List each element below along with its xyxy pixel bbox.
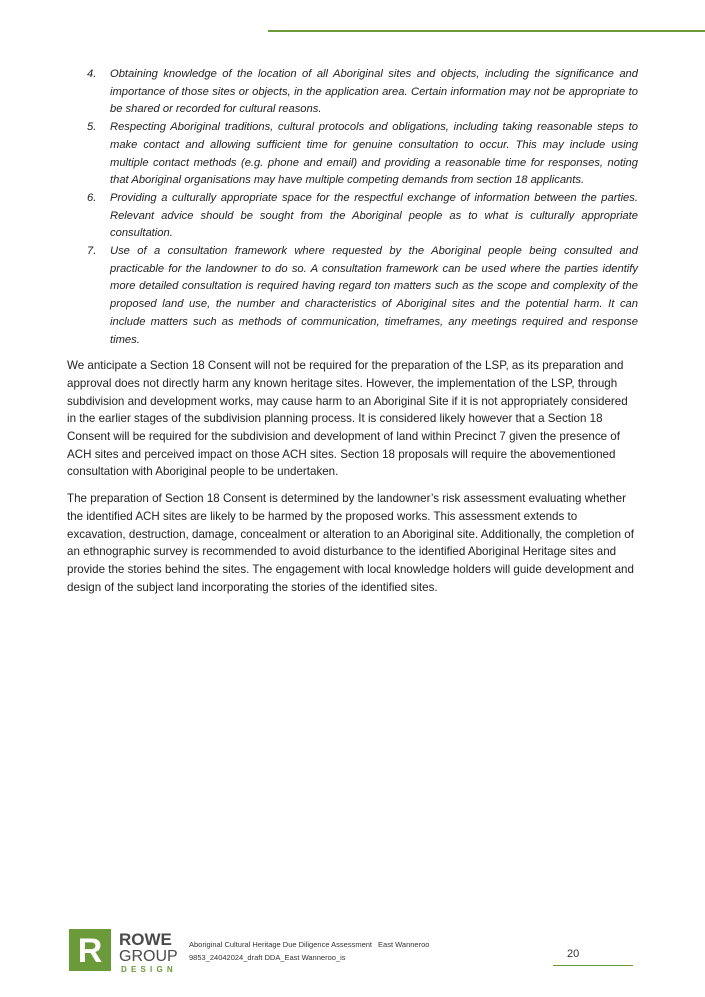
list-text: Respecting Aboriginal traditions, cultural protocols and obligations, including taking reasonable steps to make contact and allowing sufficient time for genuine consultation to occur. This may include using multiple contact methods (e.g. phone and email) and providing a reasonable time for responses, noting that Aboriginal organisations may have multiple competing demands from section 18 applicants. (110, 121, 638, 187)
list-item (67, 66, 638, 119)
page-number-rule (553, 965, 633, 966)
logo-word-design: DESIGN (121, 965, 177, 973)
document-reference: 9853_24042024_draft DDA_East Wanneroo_is (189, 953, 346, 962)
list-number: 5. (87, 121, 97, 134)
page-content (67, 66, 638, 596)
list-text: Obtaining knowledge of the location of all Aboriginal sites and objects, including the significance and importance of those sites or objects, in the application area. Certain information may not be appropriate to be shared or recorded for cultural reasons. (110, 68, 638, 116)
list-item (67, 119, 638, 190)
rowe-group-logo-graphic (69, 929, 184, 973)
list-text: Use of a consultation framework where requested by the Aboriginal people being consulted and practicable for the landowner to do so. A consultation framework can be used where the parties identify more detailed consultation is required having regard ton matters such as the scope and complexity of the proposed land use, the number and characteristics of Aboriginal sites and the potential harm. It can include matters such as methods of communication, timeframes, any meetings required and response times. (110, 245, 638, 346)
report-title: Aboriginal Cultural Heritage Due Diligence Assessment (189, 940, 373, 949)
rowe-group-logo (69, 929, 184, 973)
report-location: East Wanneroo (378, 940, 430, 949)
list-item (67, 243, 638, 349)
logo-letter: R (77, 932, 103, 970)
list-text: Providing a culturally appropriate space for the respectful exchange of information between the parties. Relevant advice should be sought from the Aboriginal people as to what is culturally appropriate consultation. (110, 191, 638, 240)
logo-word-group: GROUP (119, 948, 178, 965)
list-number: 4. (87, 68, 97, 80)
list-number: 6. (87, 191, 97, 204)
logo-word-rowe: ROWE (119, 930, 172, 949)
list-item (67, 190, 638, 243)
footer-info (189, 938, 429, 964)
body-paragraph: The preparation of Section 18 Consent is determined by the landowner’s risk assessment evaluating whether the identified ACH sites are likely to be harmed by the proposed works. This assessment extends to excavation, destruction, damage, concealment or alteration to an Aboriginal site. Additionally, the completion of an ethnographic survey is recommended to avoid disturbance to the identified Aboriginal Heritage sites and provide the stories behind the sites. The engagement with local knowledge holders will guide development and design of the subject land incorporating the stories of the identified sites. (67, 492, 634, 594)
page-number: 20 (567, 948, 580, 960)
header-rule (268, 30, 705, 32)
list-number: 7. (87, 245, 97, 258)
consultation-criteria-list (67, 66, 638, 349)
body-paragraph: We anticipate a Section 18 Consent will not be required for the preparation of the LSP, as its preparation and approval does not directly harm any known heritage sites. However, the implementation of the LSP, through subdivision and development works, may cause harm to an Aboriginal Site if it is not appropriately considered in the earlier stages of the subdivision planning process. It is considered likely however that a Section 18 Consent will be required for the subdivision and development of land within Precinct 7 given the presence of ACH sites and perceived impact on those ACH sites. Section 18 proposals will require the abovementioned consultation with Aboriginal people to be undertaken. (67, 359, 628, 479)
